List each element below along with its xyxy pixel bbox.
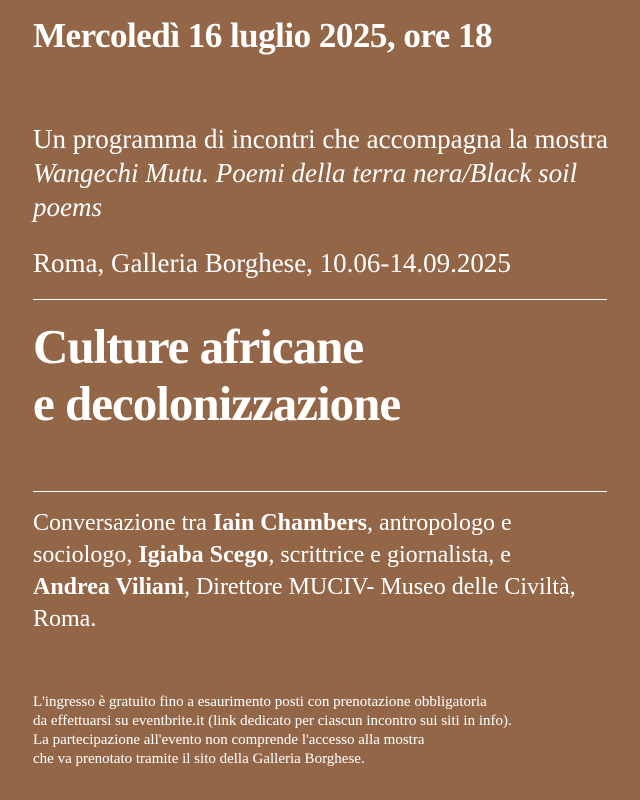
speaker-role-3: , Direttore MUCIV- Museo delle Civiltà, Roma. (33, 574, 576, 632)
admission-note-line-2: da effettuarsi su eventbrite.it (link dedicato per ciascun incontro sui siti in info). (33, 713, 512, 729)
admission-note-line-4: che va prenotato tramite il sito della Galleria Borghese. (33, 751, 365, 767)
event-date-time: Mercoledì 16 luglio 2025, ore 18 (33, 16, 493, 55)
intro-lead: Un programma di incontri che accompagna la mostra (33, 124, 609, 154)
exhibition-title: Wangechi Mutu. Poemi della terra nera/Black soil poems (33, 158, 578, 222)
speaker-role-2: , scrittrice e giornalista, e (268, 542, 511, 568)
exhibition-venue-dates: Roma, Galleria Borghese, 10.06-14.09.2025 (33, 248, 511, 278)
admission-notes (33, 693, 623, 769)
admission-note-line-3: La partecipazione all'evento non comprende l'accesso alla mostra (33, 732, 425, 748)
conversation-description (33, 507, 593, 635)
speaker-name-igiaba-scego: Igiaba Scego (138, 542, 269, 568)
intro-text (33, 122, 613, 224)
headline-line-2: e decolonizzazione (33, 376, 401, 431)
divider-bottom (33, 491, 607, 492)
headline-line-1: Culture africane (33, 319, 364, 374)
divider-top (33, 299, 607, 300)
conversation-lead: Conversazione tra (33, 510, 213, 536)
speaker-name-iain-chambers: Iain Chambers (212, 510, 367, 536)
event-headline (33, 318, 400, 432)
speaker-name-andrea-viliani: Andrea Viliani (33, 574, 184, 600)
admission-note-line-1: L'ingresso è gratuito fino a esaurimento posti con prenotazione obbligatoria (33, 694, 487, 710)
speaker-role-1: , antropologo e sociologo, (33, 510, 512, 568)
